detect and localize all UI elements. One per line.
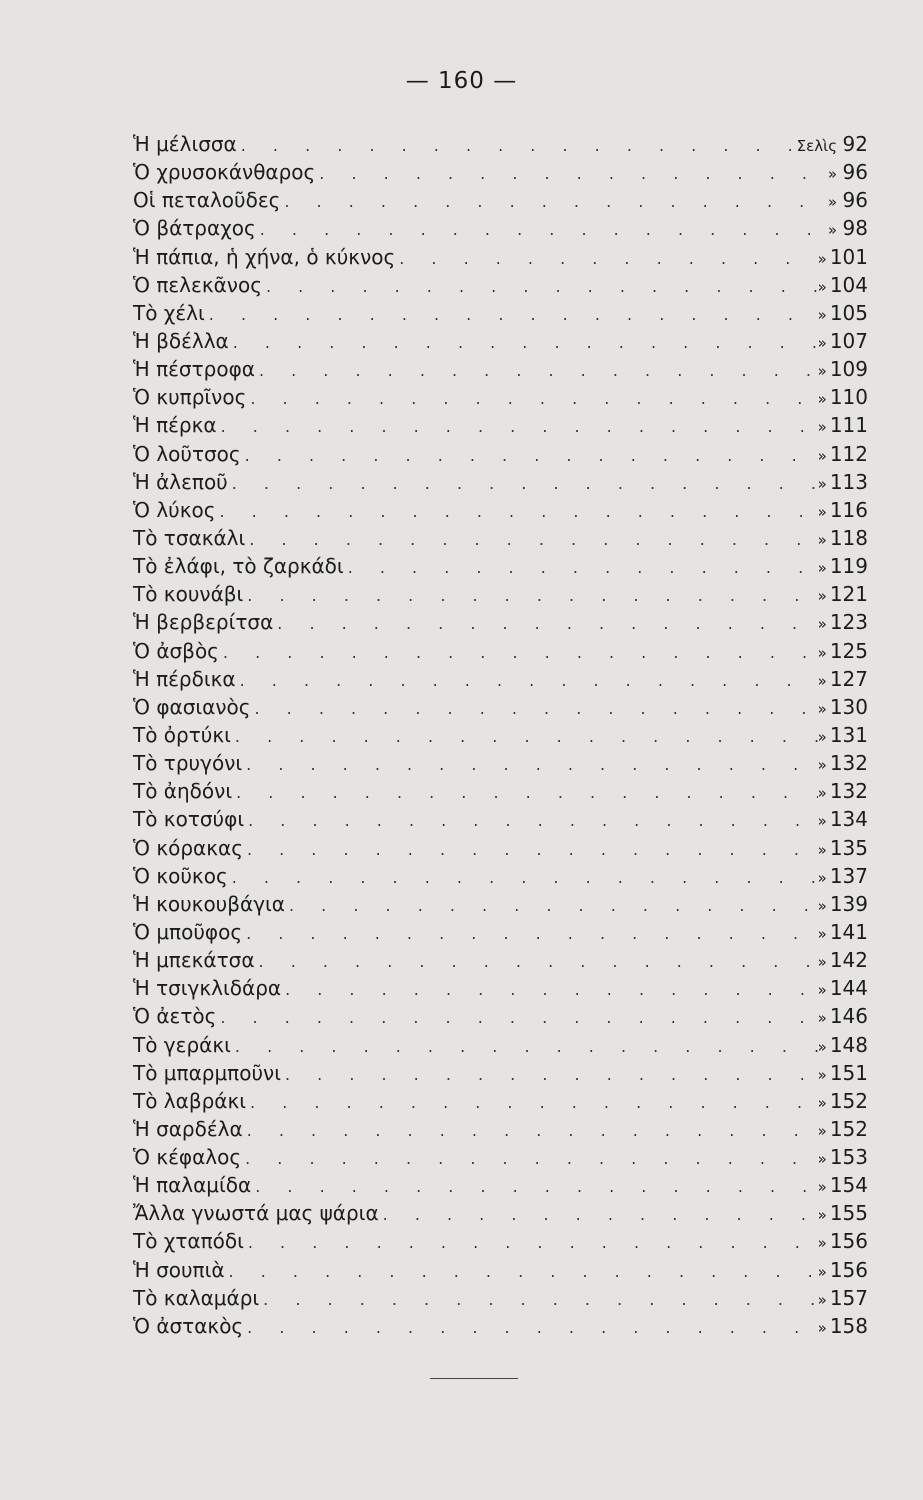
page-num: 107 bbox=[829, 328, 868, 353]
entry-title: Ὁ ἀστακὸς bbox=[133, 1313, 244, 1338]
entry-title: Τὸ τσακάλι bbox=[133, 525, 246, 550]
page-num: 135 bbox=[829, 835, 868, 860]
page-prefix: » bbox=[817, 671, 827, 690]
page-num: 157 bbox=[829, 1285, 868, 1310]
page-prefix: » bbox=[817, 699, 827, 718]
toc-entry bbox=[133, 440, 868, 468]
dot-leader bbox=[233, 329, 818, 357]
entry-title: Ἄλλα γνωστά μας ψάρια bbox=[133, 1201, 379, 1226]
toc-entry bbox=[133, 1284, 868, 1312]
page-reference bbox=[818, 749, 868, 779]
page-num: 152 bbox=[829, 1088, 868, 1113]
entry-title: Τὸ κοτσύφι bbox=[133, 807, 245, 832]
page-reference bbox=[818, 552, 868, 582]
page-reference bbox=[818, 862, 868, 892]
page-reference bbox=[818, 665, 868, 695]
page-prefix: » bbox=[817, 1093, 827, 1112]
dot-leader bbox=[399, 245, 817, 273]
page-reference bbox=[818, 1284, 868, 1314]
toc-entry bbox=[133, 693, 868, 721]
page-num: 123 bbox=[829, 610, 868, 635]
dot-leader bbox=[241, 132, 797, 160]
page-reference bbox=[818, 1312, 868, 1342]
toc-entry bbox=[133, 214, 868, 242]
page-num: 153 bbox=[829, 1145, 868, 1170]
page-prefix: » bbox=[817, 1178, 827, 1197]
page-num: 116 bbox=[829, 497, 868, 522]
page-num: 151 bbox=[829, 1060, 868, 1085]
dot-leader bbox=[247, 1314, 817, 1342]
dot-leader bbox=[246, 751, 817, 779]
entry-title: Ὁ κοῦκος bbox=[133, 863, 228, 888]
toc-entry bbox=[133, 130, 868, 158]
dot-leader bbox=[259, 948, 818, 976]
page-prefix: » bbox=[817, 1037, 827, 1056]
page-num: 119 bbox=[829, 554, 868, 579]
page-num: 96 bbox=[842, 160, 868, 185]
toc-entry bbox=[133, 1143, 868, 1171]
dot-leader bbox=[277, 610, 817, 638]
entry-title: Ὁ χρυσοκάνθαρος bbox=[133, 160, 316, 185]
dot-leader bbox=[248, 807, 818, 835]
toc-entry bbox=[133, 1059, 868, 1087]
page-prefix: » bbox=[817, 868, 827, 887]
toc-entry bbox=[133, 834, 868, 862]
dot-leader bbox=[260, 216, 828, 244]
entry-title: Ὁ φασιανὸς bbox=[133, 694, 251, 719]
page-num: 132 bbox=[829, 751, 868, 776]
page-prefix: » bbox=[817, 615, 827, 634]
toc-entry bbox=[133, 383, 868, 411]
dot-leader bbox=[259, 357, 818, 385]
toc-entry bbox=[133, 946, 868, 974]
toc-entry bbox=[133, 1312, 868, 1340]
page-reference bbox=[828, 158, 868, 188]
toc-entry bbox=[133, 862, 868, 890]
toc-entry bbox=[133, 524, 868, 552]
page-num: 144 bbox=[829, 976, 868, 1001]
toc-entry bbox=[133, 805, 868, 833]
dot-leader bbox=[221, 413, 818, 441]
table-of-contents bbox=[133, 130, 868, 1340]
page-reference bbox=[797, 130, 868, 160]
entry-title: Τὸ λαβράκι bbox=[133, 1088, 247, 1113]
page-prefix: » bbox=[817, 1121, 827, 1140]
page-reference bbox=[818, 1031, 868, 1061]
dot-leader bbox=[285, 1061, 818, 1089]
toc-entry bbox=[133, 1171, 868, 1199]
entry-title: Τὸ ἐλάφι, τὸ ζαρκάδι bbox=[133, 554, 344, 579]
page-prefix: » bbox=[817, 1065, 827, 1084]
page-num: 112 bbox=[829, 441, 868, 466]
page-num: 104 bbox=[829, 272, 868, 297]
page-prefix: » bbox=[827, 165, 837, 184]
dot-leader bbox=[247, 836, 818, 864]
entry-title: Ἡ σουπιὰ bbox=[133, 1257, 225, 1282]
page-reference bbox=[818, 496, 868, 526]
page-num: 92 bbox=[842, 132, 868, 156]
toc-entry bbox=[133, 496, 868, 524]
dot-leader bbox=[285, 976, 818, 1004]
page-reference bbox=[828, 186, 868, 216]
dot-leader bbox=[246, 920, 818, 948]
page-reference bbox=[818, 1143, 868, 1173]
page-prefix: » bbox=[817, 756, 827, 775]
entry-title: Ἡ κουκουβάγια bbox=[133, 891, 285, 916]
toc-entry bbox=[133, 1115, 868, 1143]
page-reference bbox=[818, 890, 868, 920]
entry-title: Ἡ πάπια, ἡ χήνα, ὁ κύκνος bbox=[133, 244, 396, 269]
toc-entry bbox=[133, 777, 868, 805]
page-reference bbox=[818, 1002, 868, 1032]
toc-entry bbox=[133, 552, 868, 580]
page-prefix: » bbox=[817, 727, 827, 746]
entry-title: Ἡ τσιγκλιδάρα bbox=[133, 976, 282, 1001]
toc-entry bbox=[133, 580, 868, 608]
page-reference bbox=[818, 580, 868, 610]
page-reference bbox=[818, 1115, 868, 1145]
page-reference bbox=[818, 946, 868, 976]
page-prefix: » bbox=[817, 277, 827, 296]
page-prefix: » bbox=[817, 446, 827, 465]
dot-leader bbox=[263, 1286, 817, 1314]
dot-leader bbox=[383, 1201, 818, 1229]
dot-leader bbox=[235, 1033, 818, 1061]
dot-leader bbox=[255, 1173, 817, 1201]
entry-title: Ὁ λύκος bbox=[133, 497, 216, 522]
page-reference bbox=[818, 1087, 868, 1117]
page-prefix: » bbox=[817, 812, 827, 831]
page-num: 101 bbox=[829, 244, 868, 269]
page-reference bbox=[818, 355, 868, 385]
dot-leader bbox=[223, 639, 818, 667]
page-reference bbox=[818, 608, 868, 638]
page-num: 127 bbox=[829, 666, 868, 691]
page-reference bbox=[818, 918, 868, 948]
toc-entry bbox=[133, 299, 868, 327]
entry-title: Ἡ μέλισσα bbox=[133, 132, 237, 156]
page-num: 113 bbox=[829, 469, 868, 494]
dot-leader bbox=[235, 723, 818, 751]
entry-title: Ἡ βερβερίτσα bbox=[133, 610, 274, 635]
toc-entry bbox=[133, 1031, 868, 1059]
page-reference bbox=[828, 214, 868, 244]
page-number: — 160 — bbox=[405, 68, 518, 94]
entry-title: Ἡ πέρδικα bbox=[133, 666, 236, 691]
toc-entry bbox=[133, 355, 868, 383]
toc-entry bbox=[133, 186, 868, 214]
dot-leader bbox=[232, 470, 818, 498]
dot-leader bbox=[229, 1258, 818, 1286]
entry-title: Ὁ κυπρῖνος bbox=[133, 385, 247, 410]
dot-leader bbox=[245, 1145, 818, 1173]
dot-leader bbox=[247, 582, 817, 610]
page-num: 146 bbox=[829, 1004, 868, 1029]
page-prefix: » bbox=[817, 1318, 827, 1337]
page-prefix: » bbox=[817, 924, 827, 943]
dot-leader bbox=[232, 864, 818, 892]
entry-title: Τὸ χταπόδι bbox=[133, 1229, 244, 1254]
page-reference bbox=[818, 693, 868, 723]
dot-leader bbox=[245, 442, 818, 470]
entry-title: Ὁ πελεκᾶνος bbox=[133, 272, 262, 297]
page-reference bbox=[818, 805, 868, 835]
page-num: 156 bbox=[829, 1229, 868, 1254]
page-num: 137 bbox=[829, 863, 868, 888]
page-num: 155 bbox=[829, 1201, 868, 1226]
page-reference bbox=[818, 1199, 868, 1229]
page-reference bbox=[818, 834, 868, 864]
page-prefix: » bbox=[817, 362, 827, 381]
toc-entry bbox=[133, 411, 868, 439]
page-prefix: » bbox=[817, 1009, 827, 1028]
toc-entry bbox=[133, 1002, 868, 1030]
page-prefix: » bbox=[817, 502, 827, 521]
dot-leader bbox=[348, 554, 818, 582]
page-num: 158 bbox=[829, 1313, 868, 1338]
toc-entry bbox=[133, 1199, 868, 1227]
page-reference bbox=[818, 524, 868, 554]
toc-entry bbox=[133, 327, 868, 355]
page-num: 142 bbox=[829, 948, 868, 973]
page-prefix: » bbox=[817, 559, 827, 578]
toc-entry bbox=[133, 608, 868, 636]
dot-leader bbox=[220, 498, 818, 526]
page-prefix: » bbox=[817, 896, 827, 915]
page-reference bbox=[818, 974, 868, 1004]
page-reference bbox=[818, 1059, 868, 1089]
toc-entry bbox=[133, 1256, 868, 1284]
entry-title: Τὸ χέλι bbox=[133, 300, 205, 325]
toc-entry bbox=[133, 1227, 868, 1255]
page-num: 109 bbox=[829, 357, 868, 382]
page-prefix: » bbox=[817, 840, 827, 859]
dot-leader bbox=[319, 160, 828, 188]
toc-entry bbox=[133, 243, 868, 271]
dot-leader bbox=[236, 779, 818, 807]
entry-title: Οἱ πεταλοῦδες bbox=[133, 188, 281, 213]
page-prefix: » bbox=[827, 221, 837, 240]
toc-entry bbox=[133, 468, 868, 496]
entry-title: Τὸ καλαμάρι bbox=[133, 1285, 260, 1310]
toc-entry bbox=[133, 1087, 868, 1115]
page-num: 156 bbox=[829, 1257, 868, 1282]
page-prefix: » bbox=[817, 1262, 827, 1281]
toc-entry bbox=[133, 890, 868, 918]
entry-title: Τὸ γεράκι bbox=[133, 1032, 231, 1057]
dot-leader bbox=[247, 1117, 818, 1145]
entry-title: Ὁ μποῦφος bbox=[133, 919, 243, 944]
page-reference bbox=[818, 440, 868, 470]
entry-title: Ὁ κόρακας bbox=[133, 835, 243, 860]
page-num: 118 bbox=[829, 525, 868, 550]
entry-title: Ἡ πέρκα bbox=[133, 413, 217, 438]
dot-leader bbox=[284, 188, 827, 216]
page-prefix: » bbox=[817, 1150, 827, 1169]
dot-leader bbox=[220, 1004, 817, 1032]
page-prefix: » bbox=[817, 1290, 827, 1309]
toc-entry bbox=[133, 637, 868, 665]
page-num: 141 bbox=[829, 919, 868, 944]
entry-title: Τὸ τρυγόνι bbox=[133, 751, 243, 776]
page-reference bbox=[818, 468, 868, 498]
page-prefix: » bbox=[817, 530, 827, 549]
page-prefix: » bbox=[817, 333, 827, 352]
page-prefix: » bbox=[827, 193, 837, 212]
entry-title: Ὁ βάτραχος bbox=[133, 216, 256, 241]
page-prefix: » bbox=[817, 1206, 827, 1225]
entry-title: Ἡ πέστροφα bbox=[133, 357, 255, 382]
page-prefix: » bbox=[817, 390, 827, 409]
page-reference bbox=[818, 1256, 868, 1286]
page-prefix: » bbox=[817, 953, 827, 972]
entry-title: Ἡ σαρδέλα bbox=[133, 1116, 243, 1141]
dot-leader bbox=[250, 385, 817, 413]
page-prefix: » bbox=[817, 981, 827, 1000]
page-reference bbox=[818, 721, 868, 751]
page-num: 121 bbox=[829, 582, 868, 607]
entry-title: Τὸ ἀηδόνι bbox=[133, 779, 233, 804]
page-reference bbox=[818, 299, 868, 329]
page-num: 105 bbox=[829, 300, 868, 325]
page-num: 132 bbox=[829, 779, 868, 804]
toc-entry bbox=[133, 721, 868, 749]
page-reference bbox=[818, 383, 868, 413]
page-reference bbox=[818, 243, 868, 273]
page-reference bbox=[818, 271, 868, 301]
page-prefix: » bbox=[817, 643, 827, 662]
dot-leader bbox=[248, 1229, 818, 1257]
page-num: 98 bbox=[842, 216, 868, 241]
dot-leader bbox=[240, 667, 818, 695]
entry-title: Ὁ λοῦτσος bbox=[133, 441, 241, 466]
entry-title: Ὁ κέφαλος bbox=[133, 1145, 242, 1170]
entry-title: Τὸ ὀρτύκι bbox=[133, 722, 231, 747]
page-reference bbox=[818, 637, 868, 667]
page-num: 152 bbox=[829, 1116, 868, 1141]
page-num: 96 bbox=[842, 188, 868, 213]
page-num: 130 bbox=[829, 694, 868, 719]
entry-title: Ἡ ἀλεποῦ bbox=[133, 469, 228, 494]
toc-entry bbox=[133, 158, 868, 186]
page-prefix: » bbox=[817, 587, 827, 606]
dot-leader bbox=[209, 301, 818, 329]
dot-leader bbox=[266, 273, 818, 301]
page-num: 111 bbox=[829, 413, 868, 438]
page-num: 154 bbox=[829, 1173, 868, 1198]
dot-leader bbox=[249, 526, 817, 554]
page-prefix: Σελὶς bbox=[796, 137, 837, 155]
entry-title: Ἡ βδέλλα bbox=[133, 328, 229, 353]
page-num: 110 bbox=[829, 385, 868, 410]
page-prefix: » bbox=[817, 1234, 827, 1253]
page-num: 139 bbox=[829, 891, 868, 916]
toc-entry bbox=[133, 271, 868, 299]
page-reference bbox=[818, 1171, 868, 1201]
toc-entry bbox=[133, 665, 868, 693]
page-prefix: » bbox=[817, 474, 827, 493]
page-reference bbox=[818, 327, 868, 357]
page-reference bbox=[818, 1227, 868, 1257]
page-reference bbox=[818, 777, 868, 807]
toc-entry bbox=[133, 749, 868, 777]
toc-entry bbox=[133, 918, 868, 946]
page-prefix: » bbox=[817, 784, 827, 803]
page-num: 131 bbox=[829, 722, 868, 747]
page-num: 148 bbox=[829, 1032, 868, 1057]
entry-title: Ὁ ἀσβὸς bbox=[133, 638, 219, 663]
page-num: 134 bbox=[829, 807, 868, 832]
dot-leader bbox=[254, 695, 817, 723]
entry-title: Τὸ μπαρμποῦνι bbox=[133, 1060, 281, 1085]
page-reference bbox=[818, 411, 868, 441]
entry-title: Ὁ ἀετὸς bbox=[133, 1004, 217, 1029]
dot-leader bbox=[250, 1089, 818, 1117]
page-prefix: » bbox=[817, 418, 827, 437]
page-prefix: » bbox=[817, 305, 827, 324]
dot-leader bbox=[289, 892, 818, 920]
page-prefix: » bbox=[817, 249, 827, 268]
page-num: 125 bbox=[829, 638, 868, 663]
entry-title: Ἡ μπεκάτσα bbox=[133, 948, 255, 973]
entry-title: Τὸ κουνάβι bbox=[133, 582, 244, 607]
entry-title: Ἡ παλαμίδα bbox=[133, 1173, 252, 1198]
toc-entry bbox=[133, 974, 868, 1002]
closing-rule bbox=[430, 1378, 518, 1379]
